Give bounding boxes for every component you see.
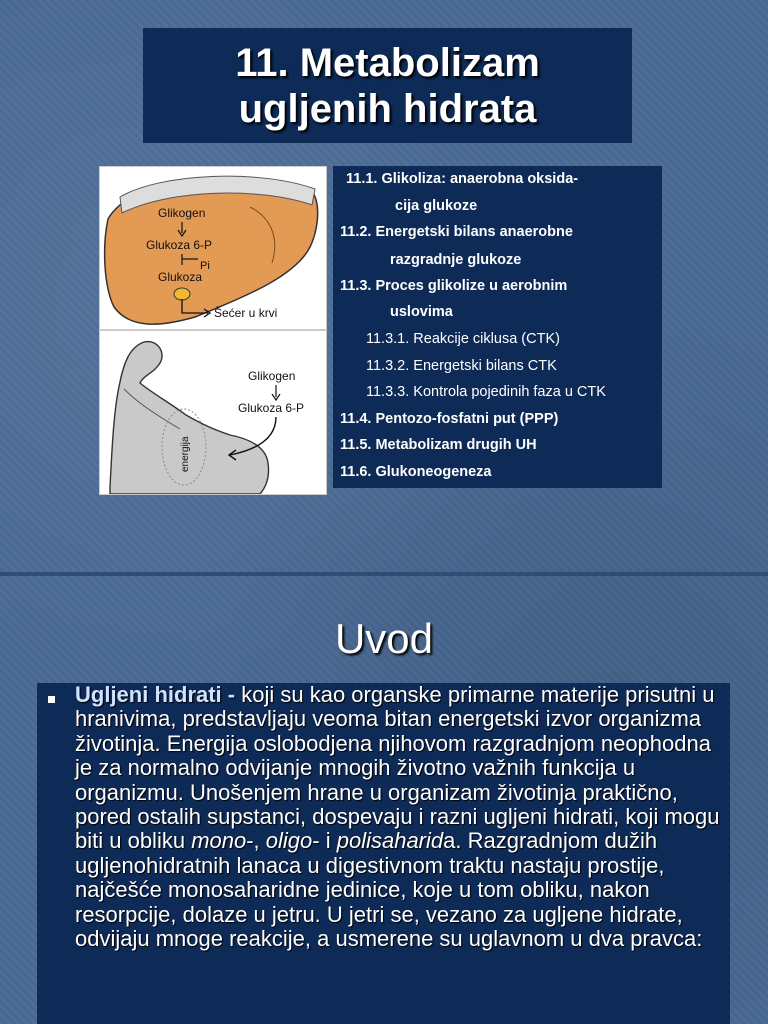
dash-1: -,: [246, 828, 266, 854]
body-text-2: a. Razgradnjom dužih ugljenohidratnih lanaca u digestivnom traktu nastaju prostije, najčešće monosaharidne jedinice, koje u tom obliku, nakon resorpcije, dolaze u jetru. U jetri se, vezano za ugljene hidrate, odvijaju mnoge reakcije, a usmerene su uglavnom u dva pravca:: [75, 828, 703, 952]
toc-item[interactable]: 11.3.1. Reakcije ciklusa (CTK): [366, 331, 560, 347]
metabolism-figure: [99, 166, 327, 495]
liver-label-pi: Pi: [200, 260, 210, 272]
bullet-icon: [48, 696, 55, 703]
toc-item[interactable]: 11.4. Pentozo-fosfatni put (PPP): [340, 411, 559, 427]
slide-heading: Uvod: [334, 615, 434, 662]
term-polisaharid: polisaharid: [336, 828, 444, 854]
muscle-label-glikogen: Glikogen: [248, 369, 296, 383]
content-box: [37, 683, 730, 1024]
liver-muscle-illustration: [100, 167, 326, 494]
body-paragraph: [75, 683, 727, 951]
toc-item[interactable]: 11.3.2. Energetski bilans CTK: [366, 358, 557, 374]
slide-intro: [0, 575, 768, 1024]
term-oligo: oligo: [265, 828, 313, 854]
liver-label-secer: Šećer u krvi: [214, 306, 278, 320]
liver-label-glukoza6p: Glukoza 6-P: [146, 238, 213, 252]
toc-item[interactable]: razgradnje glukoze: [390, 252, 522, 268]
toc-item[interactable]: 11.2. Energetski bilans anaerobne: [340, 224, 573, 240]
title-line-1: 11. Metabolizam: [235, 41, 540, 85]
liver-label-glikogen: Glikogen: [158, 206, 206, 220]
toc-item[interactable]: 11.3.3. Kontrola pojedinih faza u CTK: [366, 384, 606, 400]
dash-2: - i: [312, 828, 337, 854]
toc-item[interactable]: uslovima: [390, 304, 453, 320]
table-of-contents: [333, 166, 662, 488]
toc-item[interactable]: 11.1. Glikoliza: anaerobna oksida-: [346, 171, 579, 187]
body-text-1: koji su kao organske primarne materije prisutni u hranivima, predstavljaju veoma bitan energetski izvor organizma životinja. Energija oslobodjena njihovom razgradnjom neophodna je za normalno odvijanje mnogih životno važnih funkcija u organizmu. Unošenjem hrane u organizam životinja praktično, pored ostalih supstanci, dospevaju i razni ugljeni hidrati, koji mogu biti u obliku: [75, 683, 720, 854]
liver-drawing: [105, 176, 318, 324]
muscle-label-glukoza6p: Glukoza 6-P: [238, 401, 305, 415]
title-line-2: ugljenih hidrata: [238, 87, 537, 131]
toc-item[interactable]: 11.3. Proces glikolize u aerobnim: [340, 278, 568, 294]
term-mono: mono: [191, 828, 247, 854]
liver-label-glukoza: Glukoza: [158, 270, 203, 284]
toc-item[interactable]: cija glukoze: [395, 198, 478, 214]
muscle-drawing: [110, 342, 304, 494]
muscle-label-energija: energija: [180, 436, 191, 472]
slide-title-box: [143, 28, 632, 143]
toc-item[interactable]: 11.6. Glukoneogeneza: [340, 464, 492, 480]
term-highlight: Ugljeni hidrati -: [75, 683, 236, 707]
toc-item[interactable]: 11.5. Metabolizam drugih UH: [340, 437, 537, 453]
